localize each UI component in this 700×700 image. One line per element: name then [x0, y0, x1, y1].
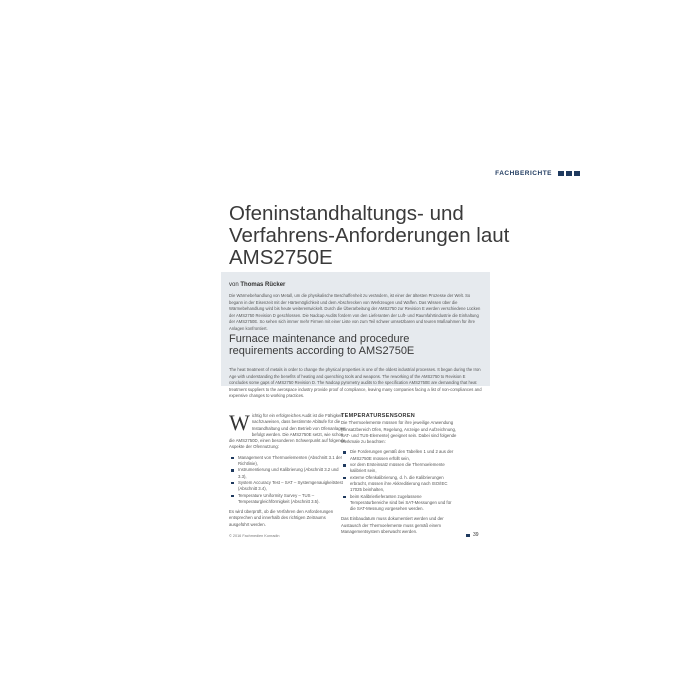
list-item: vor dem Ersteinsatz müssen die Thermoelemente kalibriert sein, [347, 462, 458, 475]
section-tag [420, 170, 580, 177]
intro-text: ichtig für ein erfolgreiches Audit ist die Fähigkeit nachzuweisen, dass bestimmte Abläufe für die Instandhaltung und den Betrieb von Ofenanlagen befolgt werden. Die AMS2750E setzt, wie schon die AMS2750D, einen besonderen Schwerpunkt auf folgende Aspekte der Ofennutzung: [229, 413, 346, 450]
section-squares-icon [558, 171, 580, 176]
drop-cap: W [229, 410, 250, 435]
list-item: beim Kalibrierlieferanten zugelassene Temperaturbereiche sind bei SAT-Messungen und für die SAT-Messung vorgesehen werden. [347, 494, 458, 513]
aspects-list [229, 455, 346, 505]
abstract-english: The heat treatment of metals in order to change the physical properties is one of the oldest industrial processes. It began during the Iron Age with understanding the benefits of heating and quenching tools and weapons. The reworking of the AMS2750 to Revision E concludes some gaps of AMS2750 Revision D. The Nadcap pyrometry audits to the specification AMS2750E are demanding that heat treatment suppliers to the aerospace industry provide proof of compliance, leaving many companies facing a list of non-compliances and expensive changes to working practices. [229, 367, 482, 398]
body-column-right [341, 413, 458, 539]
author-line [229, 282, 285, 288]
list-item: Temperature Uniformity Survey – TUS – Temperaturgleichförmigkeit (Abschnitt 3.5). [235, 493, 346, 506]
section-label: FACHBERICHTE [495, 170, 552, 177]
english-subtitle: Furnace maintenance and procedure requirements according to AMS2750E [229, 333, 415, 357]
body-column-left [229, 410, 346, 532]
closing-text: Es wird überprüft, ob die Verfahren den Anforderungen entsprechen und innerhalb des richtigen Zeitraums ausgeführt werden. [229, 509, 334, 527]
list-item: externe Ofenkalibrierung, d. h. die Kalibrierungen erbracht, müssen ihre Akkreditierung nach ISO/IEC 17025 beinhalten, [347, 475, 458, 494]
list-item: Management von Thermoelementen (Abschnitt 3.1 der Richtlinie), [235, 455, 346, 468]
list-item: Die Forderungen gemäß den Tabellen 1 und 2 aus der AMS2750E müssen erfüllt sein, [347, 449, 458, 462]
list-item: Instrumentierung und Kalibrierung (Abschnitt 3.2 und 3.3), [235, 467, 346, 480]
list-item: System Accuracy Test – SAT – Systemgenauigkeitstest (Abschnitt 3.4), [235, 480, 346, 493]
sensor-closing: Das Einbaudatum muss dokumentiert werden und der Austausch der Thermoelemente muss gemäß einem Managementsystem überwacht werden. [341, 516, 444, 535]
author-name: Thomas Rücker [240, 282, 286, 288]
sensor-intro: Die Thermoelemente müssen für ihre jeweilige Anwendung (Einsatzbereich Ofen, Regelung, Anzeige und Aufzeichnung, SAT- und TUS-Elemente) geeignet sein. Dabei sind folgende Merkmale zu beachten: [341, 420, 457, 445]
article-title: Ofeninstandhaltungs- und Verfahrens-Anforderungen laut AMS2750E [229, 202, 510, 269]
copyright: © 2016 Fachmedien Konradin [229, 534, 280, 538]
sensor-list [341, 449, 458, 512]
page-number-block [466, 532, 479, 538]
page-marker-icon [466, 534, 470, 537]
abstract-german: Die Wärmebehandlung von Metall, um die physikalische Beschaffenheit zu verändern, ist einer der ältesten Prozesse der Welt. So begann in der Eisenzeit mit der Härtemöglichkeit und dem Abschrecken von Werkzeugen und Waffen. Das Wissen über die Wärmebehandlung wird bis heute weiterentwickelt. Durch die Überarbeitung der AMS2750 zur Revision E werden verschiedene Lücken der AMS2750 Revision D geschlossen. Die Nadcap Audits fordern von den Lieferanten der Luft- und Raumfahrtindustrie die Einhaltung der AMS2750E. So sehen sich immer mehr Firmen mit einer Liste von zum Teil schwer umsetzbaren und teuren Maßnahmen für ihre Anlagen konfrontiert. [229, 293, 481, 331]
section-heading: TEMPERATURSENSOREN [341, 413, 416, 419]
author-prefix: von [229, 282, 239, 288]
page-number: 39 [473, 532, 479, 538]
abstract-box [221, 272, 490, 398]
